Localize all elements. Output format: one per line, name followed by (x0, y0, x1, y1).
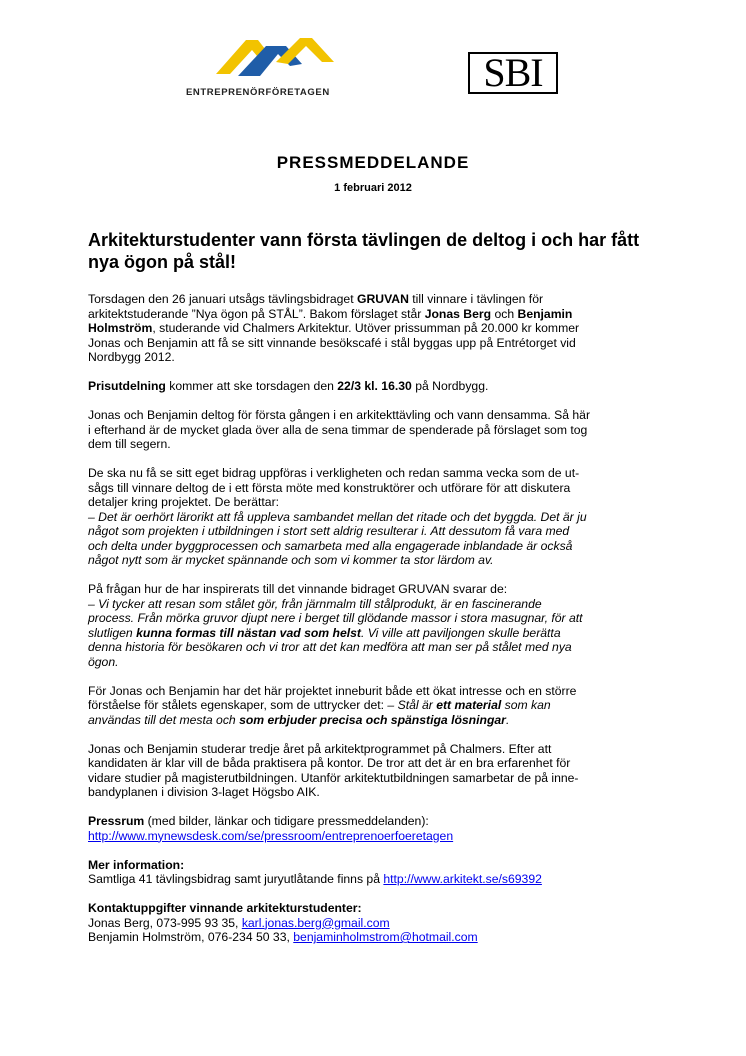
more-info: Mer information: Samtliga 41 tävlingsbidrag samt juryutlåtande finns på http://www.arkitekt.se/s69392 (88, 857, 542, 886)
paragraph: Torsdagen den 26 januari utsågs tävlingsbidraget GRUVAN till vinnare i tävlingen för arkitektstuderande ”Nya ögon på STÅL”. Bakom förslaget står Jonas Berg och Benjamin Holmström, studerande vid Chalmers Arkitektur. Utöver prissumman på 20.000 kr kommer Jonas och Benjamin att få se sitt vinnande besökscafé i stål byggas upp på Entrétorget vid Nordbygg 2012. (88, 292, 580, 364)
paragraph: På frågan hur de har inspirerats till det vinnande bidraget GRUVAN svarar de: – Vi tycker att resan som stålet gör, från järnmalm till stålprodukt, är en fascinerande process. Från mörka gruvor djupt nere i berget till glödande massor i stora masugnar, för att slutligen kunna formas till nästan vad som helst. Vi ville att paviljongen skulle berätta denna historia för besökaren och vi tror att det kan medföra att man ser på stålet med nya ögon. (88, 582, 678, 669)
headline: Arkitekturstudenter vann första tävlingen de deltog i och har fått nya ögon på stål! (88, 230, 640, 272)
paragraph: Jonas och Benjamin deltog för första gången i en arkitekttävling och vann densamma. Så här i efterhand är de mycket glada över alla de sena timmar de spenderade på förslaget som tog dem till segern. (88, 408, 591, 451)
paragraph: Prisutdelning kommer att ske torsdagen den 22/3 kl. 16.30 på Nordbygg. (88, 379, 489, 393)
sbi-logo: SBI (468, 52, 558, 94)
paragraph: Jonas och Benjamin studerar tredje året på arkitektprogrammet på Chalmers. Efter att kandidaten är klar vill de båda praktisera på kontor. De tror att det är en bra erfarenhet för vidare studier på magisterutbildningen. Utanför arkitektutbildningen samarbetar de på inne- bandyplanen i division 3-laget Högsbo AIK. (88, 741, 579, 799)
quote: något nytt som är mycket spännande och som vi kommer ta stor lärdom av. (88, 553, 494, 567)
quote: något som projekten i utbildningen i stort sett aldrig resulterar i. Att dessutom få vara med (88, 524, 570, 538)
quote: och delta under byggprocessen och samarbeta med alla engagerade inblandade är också (88, 538, 573, 553)
quote: process. Från mörka gruvor djupt nere i berget till glödande massor i stora masugnar, för att (88, 611, 583, 625)
entreprenorforetagen-logo (186, 32, 362, 102)
quote: ögon. (88, 654, 119, 669)
quote: – Vi tycker att resan som stålet gör, från järnmalm till stålprodukt, är en fascinerande (88, 596, 542, 611)
press-room: Pressrum (med bilder, länkar och tidigare pressmeddelanden): http://www.mynewsdesk.com/se/pressroom/entreprenoerfoeretagen (88, 814, 454, 843)
brand-name: ENTREPRENÖRFÖRETAGEN (186, 87, 330, 98)
paragraph: De ska nu få se sitt eget bidrag uppföras i verkligheten och redan samma vecka som de ut- sågs till vinnare deltog de i ett första möte med konstruktörer och utförare för att diskutera detaljer kring projektet. De berättar: – Det är oerhört lärorikt att få uppleva sambandet mellan det ritade och det byggda. Det är ju något som projekten i utbildningen i stort sett aldrig resulterar i. Att dessutom få vara med och delta under byggprocessen och samarbeta med alla engagerade inblandade är också något nytt som är mycket spännande och som vi kommer ta stor lärdom av. (88, 466, 678, 568)
email-link-benjamin[interactable]: benjaminholmstrom@hotmail.com (293, 930, 478, 944)
article-body (88, 292, 678, 959)
quote: denna historia för besökaren och vi tror att det kan medföra att man ser på stålet med nya (88, 640, 572, 654)
email-link-jonas[interactable]: karl.jonas.berg@gmail.com (241, 915, 390, 930)
quote: – Det är oerhört lärorikt att få uppleva sambandet mellan det ritade och det byggda. Det är ju (88, 509, 587, 524)
date: 1 februari 2012 (334, 182, 412, 194)
arkitekt-link[interactable]: http://www.arkitekt.se/s69392 (383, 872, 542, 886)
page-title: PRESSMEDDELANDE (276, 153, 470, 172)
paragraph: För Jonas och Benjamin har det här projektet inneburit både ett ökat intresse och en större förståelse för stålets egenskaper, som de uttrycker det: – Stål är ett material som kan användas till det mesta och som erbjuder precisa och spänstiga lösningar. (88, 683, 577, 727)
roof-mark-icon (216, 32, 334, 80)
contact-info: Kontaktuppgifter vinnande arkitekturstudenter: Jonas Berg, 073-995 93 35, karl.jonas.berg@gmail.com Benjamin Holmström, 076-234 50 33, benjaminholmstrom@hotmail.com (88, 901, 478, 944)
press-room-link[interactable]: http://www.mynewsdesk.com/se/pressroom/entreprenoerfoeretagen (88, 828, 454, 843)
